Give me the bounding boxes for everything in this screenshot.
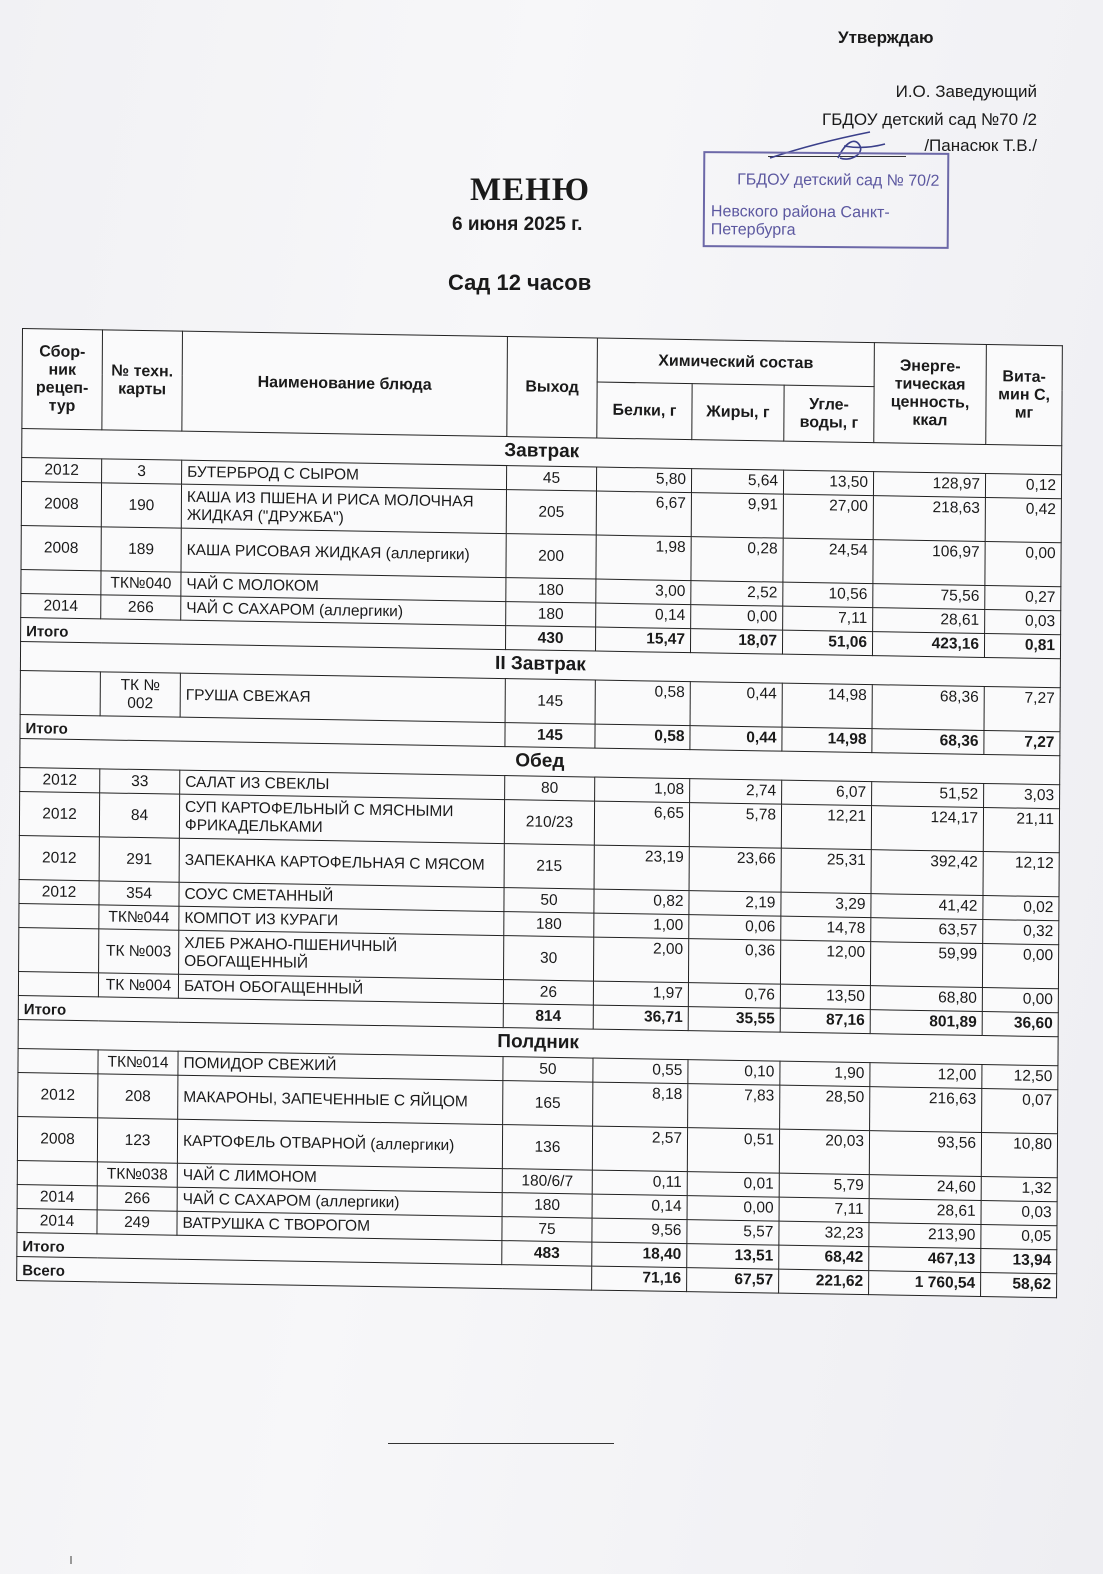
carbs-cell: 32,23	[779, 1221, 869, 1246]
carbs-cell: 12,21	[781, 804, 871, 849]
dish-name-cell: СОУС СМЕТАННЫЙ	[179, 882, 504, 911]
approver-position: И.О. Заведующий	[895, 82, 1037, 101]
kcal-cell: 28,61	[873, 608, 985, 634]
carbs-cell: 25,31	[781, 848, 871, 893]
tech-card-cell: 291	[99, 837, 179, 882]
dish-name-cell: САЛАТ ИЗ СВЕКЛЫ	[180, 770, 505, 799]
total-label: Итого	[21, 618, 506, 650]
protein-cell: 6,67	[596, 491, 691, 537]
protein-cell: 23,19	[594, 845, 689, 891]
total-carbs-cell: 51,06	[782, 630, 872, 655]
vit-cell: 0,00	[982, 944, 1058, 989]
portion-cell: 180	[506, 602, 596, 627]
menu-subtitle: Сад 12 часов	[448, 270, 592, 295]
dish-name-cell: БАТОН ОБОГАЩЕННЫЙ	[178, 974, 503, 1003]
kcal-cell: 75,56	[873, 584, 985, 610]
kcal-cell: 128,97	[873, 472, 985, 498]
total-kcal-cell: 801,89	[870, 1010, 982, 1036]
dish-name-cell: СУП КАРТОФЕЛЬНЫЙ С МЯСНЫМИ ФРИКАДЕЛЬКАМИ	[179, 794, 504, 843]
protein-cell: 0,58	[595, 680, 690, 726]
fat-cell: 0,36	[688, 939, 780, 985]
carbs-cell: 20,03	[779, 1129, 869, 1174]
carbs-cell: 13,50	[780, 984, 870, 1009]
total-carbs-cell: 14,98	[782, 727, 872, 752]
carbs-cell: 14,78	[781, 916, 871, 941]
recipe-collection-cell	[18, 972, 98, 997]
dish-name-cell: ЧАЙ С ЛИМОНОМ	[177, 1163, 502, 1192]
dish-name-cell: БУТЕРБРОД С СЫРОМ	[182, 460, 507, 489]
total-portion-cell: 814	[503, 1004, 593, 1029]
portion-cell: 136	[502, 1125, 592, 1170]
dish-name-cell: КОМПОТ ИЗ КУРАГИ	[179, 906, 504, 935]
vit-cell: 0,03	[985, 610, 1061, 635]
header-carbs: Угле-воды, г	[784, 385, 874, 442]
portion-cell: 165	[503, 1081, 593, 1126]
carbs-cell: 3,29	[781, 892, 871, 917]
organization-stamp	[703, 151, 950, 249]
carbs-cell: 12,00	[780, 940, 870, 985]
total-kcal-cell: 467,13	[869, 1247, 981, 1273]
portion-cell: 210/23	[504, 800, 594, 845]
recipe-collection-cell	[19, 928, 99, 973]
menu-table-body	[17, 429, 1062, 1298]
kcal-cell: 51,52	[872, 782, 984, 808]
section-title: Обед	[20, 739, 1060, 785]
tech-card-cell: 123	[97, 1118, 177, 1163]
portion-cell: 50	[503, 1057, 593, 1082]
tech-card-cell: 266	[97, 1186, 177, 1211]
carbs-cell: 10,56	[783, 582, 873, 607]
tech-card-cell: ТК№044	[99, 905, 179, 930]
total-fat-cell: 13,51	[687, 1244, 779, 1270]
fat-cell: 5,57	[687, 1220, 779, 1246]
carbs-cell: 14,98	[782, 683, 872, 728]
menu-table-wrapper	[16, 328, 1062, 1298]
portion-cell: 75	[502, 1217, 592, 1242]
fat-cell: 0,10	[688, 1060, 780, 1086]
tech-card-cell: ТК№038	[97, 1162, 177, 1187]
stamp-line-2: Невского района Санкт-Петербурга	[710, 203, 890, 239]
tech-card-cell: ТК№014	[98, 1050, 178, 1075]
vit-cell: 0,03	[981, 1201, 1057, 1226]
tech-card-cell: 354	[99, 881, 179, 906]
kcal-cell: 41,42	[871, 894, 983, 920]
recipe-collection-cell	[20, 671, 100, 716]
portion-cell: 180	[506, 578, 596, 603]
portion-cell: 30	[504, 936, 594, 981]
section-title: Завтрак	[22, 429, 1062, 475]
vit-cell: 0,07	[982, 1089, 1058, 1134]
menu-table	[16, 328, 1063, 1298]
total-portion-cell: 483	[502, 1241, 592, 1266]
total-kcal-cell: 423,16	[872, 632, 984, 658]
total-label: Итого	[17, 1233, 502, 1265]
bottom-signature-line	[388, 1443, 614, 1444]
total-protein-cell: 15,47	[596, 627, 691, 653]
recipe-collection-cell: 2008	[17, 1117, 97, 1162]
dish-name-cell: ПОМИДОР СВЕЖИЙ	[178, 1051, 503, 1080]
approver-name: /Панасюк Т.В./	[924, 136, 1037, 155]
dish-name-cell: КАРТОФЕЛЬ ОТВАРНОЙ (аллергики)	[177, 1119, 502, 1168]
carbs-cell: 13,50	[783, 470, 873, 495]
protein-cell: 0,11	[592, 1170, 687, 1196]
vit-cell: 10,80	[981, 1133, 1057, 1178]
portion-cell: 80	[505, 776, 595, 801]
dish-name-cell: КАША ИЗ ПШЕНА И РИСА МОЛОЧНАЯ ЖИДКАЯ ("ДРУЖБА")	[181, 484, 506, 533]
recipe-collection-cell	[17, 1161, 97, 1186]
tech-card-cell: 208	[98, 1074, 178, 1119]
fat-cell: 0,00	[691, 605, 783, 631]
carbs-cell: 28,50	[780, 1085, 870, 1130]
carbs-cell: 6,07	[782, 780, 872, 805]
grand-total-protein-cell: 71,16	[592, 1266, 687, 1292]
protein-cell: 0,82	[594, 889, 689, 915]
protein-cell: 1,00	[594, 913, 689, 939]
approver-organization: ГБДОУ детский сад №70 /2	[822, 110, 1037, 129]
recipe-collection-cell: 2008	[21, 482, 101, 527]
portion-cell: 180	[502, 1193, 592, 1218]
protein-cell: 3,00	[596, 579, 691, 605]
vit-cell: 12,50	[982, 1065, 1058, 1090]
vit-cell: 0,42	[985, 497, 1061, 542]
total-carbs-cell: 87,16	[780, 1008, 870, 1033]
fat-cell: 0,76	[688, 983, 780, 1009]
portion-cell: 180/6/7	[502, 1169, 592, 1194]
dish-name-cell: ГРУША СВЕЖАЯ	[180, 673, 505, 722]
protein-cell: 6,65	[594, 801, 689, 847]
carbs-cell: 7,11	[783, 606, 873, 631]
tech-card-cell: ТК №003	[99, 929, 179, 974]
protein-cell: 8,18	[593, 1082, 688, 1128]
grand-total-fat-cell: 67,57	[687, 1268, 779, 1294]
protein-cell: 0,55	[593, 1058, 688, 1084]
vit-cell: 12,12	[983, 852, 1059, 897]
total-protein-cell: 36,71	[593, 1005, 688, 1031]
tech-card-cell: 84	[99, 793, 179, 838]
fat-cell: 0,00	[687, 1196, 779, 1222]
kcal-cell: 124,17	[871, 806, 983, 852]
recipe-collection-cell: 2014	[17, 1209, 97, 1234]
tech-card-cell: 190	[101, 483, 181, 528]
kcal-cell: 392,42	[871, 850, 983, 896]
approval-label: Утверждаю	[838, 28, 934, 47]
carbs-cell: 27,00	[783, 494, 873, 539]
recipe-collection-cell: 2012	[20, 768, 100, 793]
tech-card-cell: ТК №004	[98, 973, 178, 998]
document-title: МЕНЮ	[470, 172, 590, 208]
kcal-cell: 12,00	[870, 1063, 982, 1089]
portion-cell: 200	[506, 534, 596, 579]
portion-cell: 180	[504, 912, 594, 937]
kcal-cell: 213,90	[869, 1223, 981, 1249]
dish-name-cell: ЗАПЕКАНКА КАРТОФЕЛЬНАЯ С МЯСОМ	[179, 838, 504, 887]
carbs-cell: 24,54	[783, 538, 873, 583]
tech-card-cell: 266	[101, 595, 181, 620]
dish-name-cell: ЧАЙ С САХАРОМ (аллергики)	[181, 596, 506, 625]
protein-cell: 9,56	[592, 1218, 687, 1244]
protein-cell: 1,08	[595, 777, 690, 803]
fat-cell: 0,44	[690, 682, 782, 728]
total-vit-cell: 0,81	[984, 634, 1060, 659]
fat-cell: 7,83	[688, 1084, 780, 1130]
tech-card-cell: 3	[102, 459, 182, 484]
protein-cell: 1,98	[596, 535, 691, 581]
header-energy: Энерге-тическая ценность, ккал	[874, 343, 987, 445]
kcal-cell: 24,60	[869, 1175, 981, 1201]
kcal-cell: 106,97	[873, 540, 985, 586]
total-fat-cell: 0,44	[690, 726, 782, 752]
recipe-collection-cell: 2014	[21, 594, 101, 619]
total-vit-cell: 36,60	[982, 1012, 1058, 1037]
kcal-cell: 28,61	[869, 1199, 981, 1225]
dish-name-cell: ХЛЕБ РЖАНО-ПШЕНИЧНЫЙ ОБОГАЩЕННЫЙ	[179, 930, 504, 979]
header-protein: Белки, г	[597, 382, 692, 440]
kcal-cell: 216,63	[870, 1087, 982, 1133]
total-portion-cell: 145	[505, 723, 595, 748]
vit-cell: 7,27	[984, 687, 1060, 732]
dish-name-cell: ВАТРУШКА С ТВОРОГОМ	[177, 1211, 502, 1240]
portion-cell: 205	[506, 490, 596, 535]
total-fat-cell: 18,07	[690, 629, 782, 655]
protein-cell: 2,57	[592, 1126, 687, 1172]
fat-cell: 0,51	[687, 1128, 779, 1174]
fat-cell: 0,28	[691, 537, 783, 583]
vit-cell: 0,05	[981, 1225, 1057, 1250]
grand-total-kcal-cell: 1 760,54	[869, 1271, 981, 1297]
fat-cell: 2,52	[691, 581, 783, 607]
total-fat-cell: 35,55	[688, 1007, 780, 1033]
tech-card-cell: ТК№040	[101, 571, 181, 596]
section-title: Полдник	[18, 1020, 1058, 1066]
dish-name-cell: ЧАЙ С МОЛОКОМ	[181, 572, 506, 601]
header-chemical: Химический состав	[597, 338, 874, 387]
menu-date: 6 июня 2025 г.	[452, 214, 583, 235]
fat-cell: 23,66	[689, 847, 781, 893]
recipe-collection-cell: 2012	[22, 458, 102, 483]
portion-cell: 215	[504, 844, 594, 889]
tech-card-cell: ТК № 002	[100, 672, 180, 717]
fat-cell: 0,06	[689, 915, 781, 941]
portion-cell: 50	[504, 888, 594, 913]
kcal-cell: 68,80	[870, 986, 982, 1012]
recipe-collection-cell: 2012	[18, 1073, 98, 1118]
dish-name-cell: ЧАЙ С САХАРОМ (аллергики)	[177, 1187, 502, 1216]
protein-cell: 2,00	[593, 937, 688, 983]
grand-total-label: Всего	[17, 1257, 592, 1291]
total-label: Итого	[18, 996, 503, 1028]
recipe-collection-cell	[18, 1049, 98, 1074]
recipe-collection-cell	[21, 570, 101, 595]
protein-cell: 0,14	[592, 1194, 687, 1220]
recipe-collection-cell: 2012	[19, 880, 99, 905]
kcal-cell: 218,63	[873, 496, 985, 542]
protein-cell: 5,80	[596, 467, 691, 493]
header-tech-card: № техн. карты	[102, 330, 183, 431]
protein-cell: 1,97	[593, 981, 688, 1007]
header-dish: Наименование блюда	[182, 331, 508, 436]
fat-cell: 5,78	[689, 803, 781, 849]
recipe-collection-cell	[19, 904, 99, 929]
fat-cell: 0,01	[687, 1172, 779, 1198]
carbs-cell: 7,11	[779, 1197, 869, 1222]
fat-cell: 5,64	[691, 469, 783, 495]
dish-name-cell: КАША РИСОВАЯ ЖИДКАЯ (аллергики)	[181, 528, 506, 577]
vit-cell: 0,12	[985, 473, 1061, 498]
fat-cell: 9,91	[691, 493, 783, 539]
vit-cell: 0,00	[985, 541, 1061, 586]
dish-name-cell: МАКАРОНЫ, ЗАПЕЧЕННЫЕ С ЯЙЦОМ	[178, 1075, 503, 1124]
fat-cell: 2,74	[690, 779, 782, 805]
protein-cell: 0,14	[596, 603, 691, 629]
total-vit-cell: 7,27	[984, 731, 1060, 756]
vit-cell: 0,32	[983, 920, 1059, 945]
section-title: II Завтрак	[20, 642, 1060, 688]
grand-total-carbs-cell: 221,62	[779, 1269, 869, 1294]
portion-cell: 145	[505, 679, 595, 724]
vit-cell: 0,00	[982, 988, 1058, 1013]
header-vitamin: Вита-мин С, мг	[986, 344, 1063, 445]
header-collection: Сбор-ник рецеп-тур	[22, 329, 103, 430]
total-kcal-cell: 68,36	[872, 729, 984, 755]
vit-cell: 0,27	[985, 586, 1061, 611]
vit-cell: 1,32	[981, 1177, 1057, 1202]
kcal-cell: 63,57	[871, 918, 983, 944]
tech-card-cell: 189	[101, 527, 181, 572]
fat-cell: 2,19	[689, 891, 781, 917]
recipe-collection-cell: 2008	[21, 526, 101, 571]
header-portion: Выход	[507, 337, 598, 438]
page-mark	[70, 1556, 72, 1564]
portion-cell: 26	[503, 980, 593, 1005]
grand-total-vit-cell: 58,62	[981, 1273, 1057, 1298]
header-fat: Жиры, г	[692, 384, 784, 442]
stamp-line-1: ГБДОУ детский сад № 70/2	[737, 171, 940, 190]
total-label: Итого	[20, 715, 505, 747]
tech-card-cell: 249	[97, 1210, 177, 1235]
kcal-cell: 68,36	[872, 685, 984, 731]
portion-cell: 45	[506, 466, 596, 491]
vit-cell: 3,03	[984, 784, 1060, 809]
kcal-cell: 59,99	[870, 942, 982, 988]
recipe-collection-cell: 2012	[19, 792, 99, 837]
carbs-cell: 5,79	[779, 1173, 869, 1198]
total-portion-cell: 430	[506, 626, 596, 651]
recipe-collection-cell: 2012	[19, 836, 99, 881]
vit-cell: 0,02	[983, 896, 1059, 921]
total-protein-cell: 0,58	[595, 724, 690, 750]
total-protein-cell: 18,40	[592, 1242, 687, 1268]
kcal-cell: 93,56	[869, 1131, 981, 1177]
recipe-collection-cell: 2014	[17, 1185, 97, 1210]
vit-cell: 21,11	[983, 808, 1059, 853]
total-vit-cell: 13,94	[981, 1249, 1057, 1274]
total-carbs-cell: 68,42	[779, 1245, 869, 1270]
carbs-cell: 1,90	[780, 1061, 870, 1086]
tech-card-cell: 33	[100, 769, 180, 794]
